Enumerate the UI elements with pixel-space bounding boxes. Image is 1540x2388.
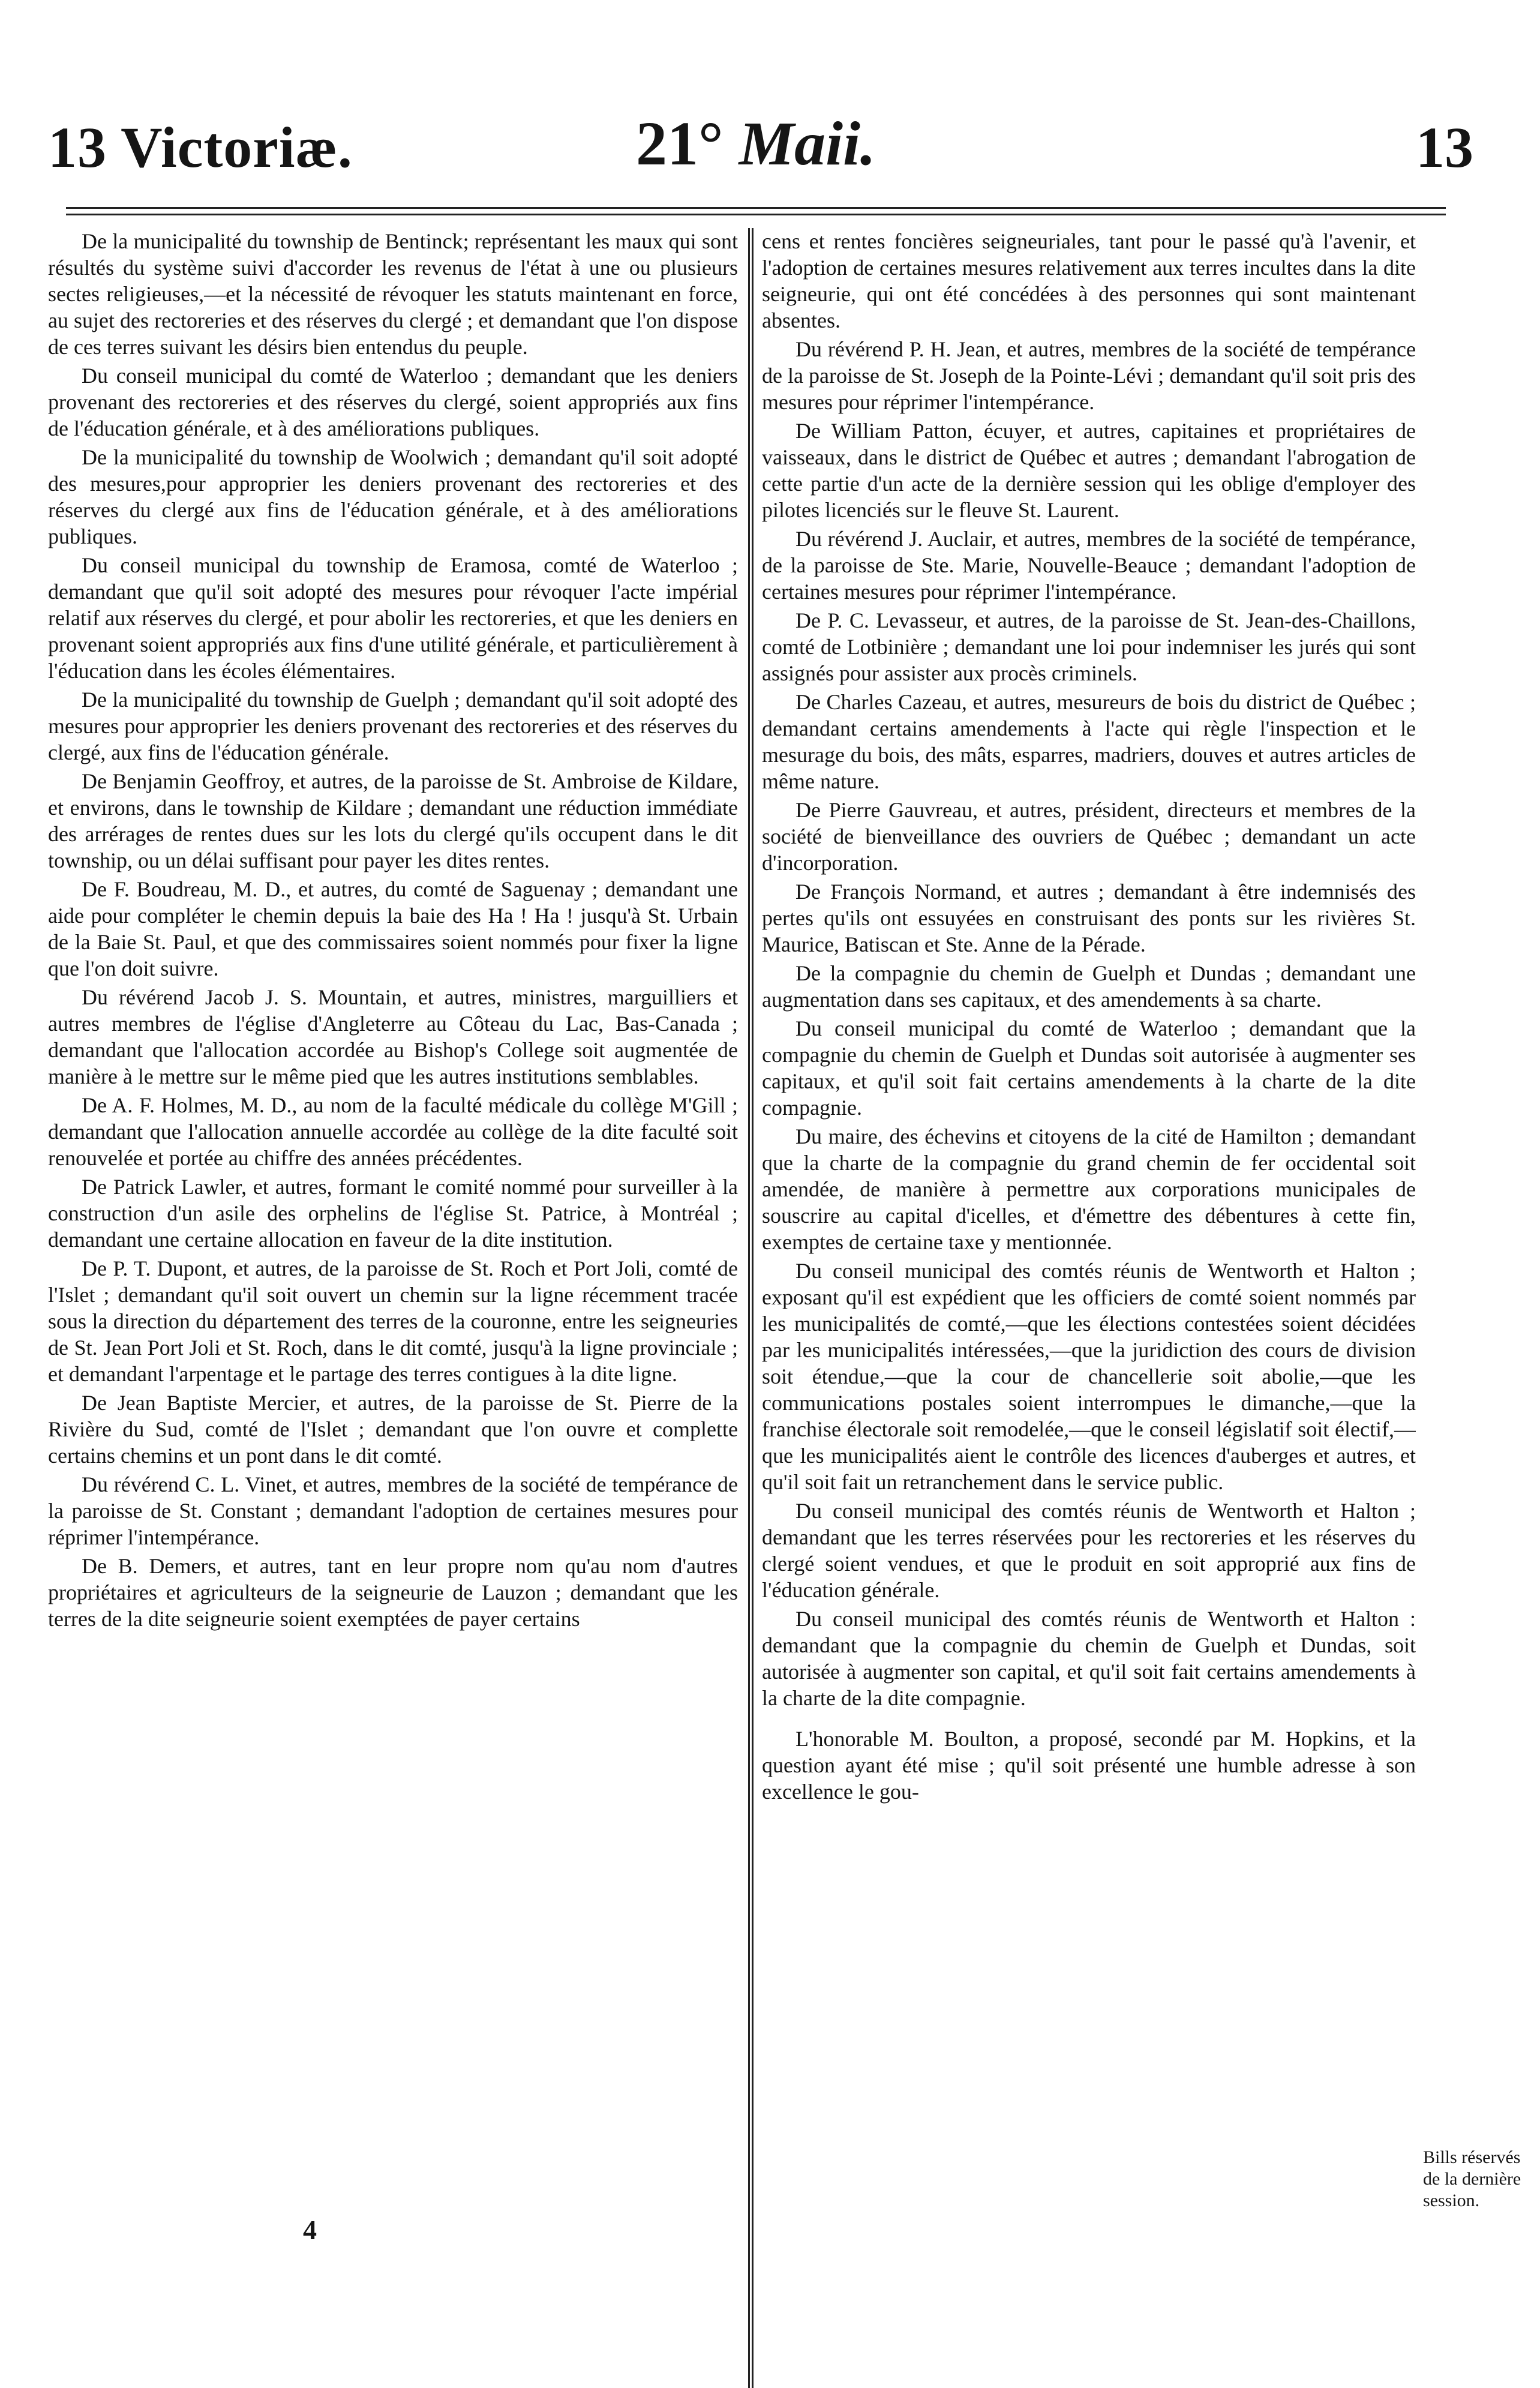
paragraph: L'honorable M. Boulton, a proposé, secondé par M. Hopkins, et la question ayant été mise ; qu'il soit présenté une humble adresse à son excellence le gou- [762,1727,1416,1804]
paragraph: De Patrick Lawler, et autres, formant le comité nommé pour surveiller à la construction d'un asile des orphelins de l'église St. Patrice, à Montréal ; demandant une certaine allocation en faveur de la dite institution. [48,1175,738,1252]
margin-note: Bills réservés de la dernière session. [1423,2147,1521,2210]
paragraph: De B. Demers, et autres, tant en leur propre nom qu'au nom d'autres propriétaires et agriculteurs de la seigneurie de Lauzon ; demandant que les terres de la dite seigneurie soient exemptées de payer certains [48,1554,738,1631]
paragraph: De P. T. Dupont, et autres, de la paroisse de St. Roch et Port Joli, comté de l'Islet ; demandant qu'il soit ouvert un chemin sur la ligne récemment tracée sous la direction du département des terres de la couronne, entre les seigneuries de St. Jean Port Joli et St. Roch, dans le dit comté, jusqu'à la ligne provinciale ; et demandant l'arpentage et le partage des terres contigues à la dite ligne. [48,1256,738,1386]
paragraph: De François Normand, et autres ; demandant à être indemnisés des pertes qu'ils ont essuyées en construisant des ponts sur les rivières St. Maurice, Batiscan et Ste. Anne de la Pérade. [762,880,1416,956]
paragraph: De F. Boudreau, M. D., et autres, du comté de Saguenay ; demandant une aide pour compléter le chemin depuis la baie des Ha ! Ha ! jusqu'à St. Urbain de la Baie St. Paul, et que des commissaires soient nommés pour fixer la ligne que l'on doit suivre. [48,877,738,980]
paragraph: Du conseil municipal du comté de Waterloo ; demandant que les deniers provenant des rectoreries et des réserves du clergé, soient appropriés aux fins de l'éducation générale, et à des améliorations publiques. [48,364,738,440]
page-footer-number: 4 [303,2215,317,2245]
paragraph: De la compagnie du chemin de Guelph et Dundas ; demandant une augmentation dans ses capitaux, et des amendements à sa charte. [762,961,1416,1012]
column-divider-left [748,228,750,2388]
paragraph: Du conseil municipal du comté de Waterloo ; demandant que la compagnie du chemin de Guelph et Dundas soit autorisée à augmenter ses capitaux, et qu'il soit fait certains amendements à la charte de la dite compagnie. [762,1016,1416,1120]
column-divider-right [752,228,754,2388]
paragraph: Du révérend C. L. Vinet, et autres, membres de la société de tempérance de la paroisse de St. Constant ; demandant l'adoption de certaines mesures pour réprimer l'intempérance. [48,1472,738,1549]
paragraph: De la municipalité du township de Bentinck; représentant les maux qui sont résultés du système suivi d'accorder les revenus de l'état à une ou plusieurs sectes religieuses,—et la nécessité de révoquer les statuts maintenant en force, au sujet des rectoreries et des réserves du clergé ; et demandant que l'on dispose de ces terres suivant les désirs bien entendus du peuple. [48,229,738,359]
running-title-left: 13 Victoriæ. [48,115,353,179]
running-date [636,108,876,179]
header-rule-top [66,207,1446,209]
paragraph: Du conseil municipal des comtés réunis de Wentworth et Halton : demandant que la compagnie du chemin de Guelph et Dundas, soit autorisée à augmenter son capital, et qu'il soit fait certains amendements à la charte de la dite compagnie. [762,1607,1416,1710]
paragraph: Du révérend P. H. Jean, et autres, membres de la société de tempérance de la paroisse de St. Joseph de la Pointe-Lévi ; demandant qu'il soit pris des mesures pour réprimer l'intempérance. [762,337,1416,414]
header-rule-bottom [66,214,1446,215]
right-column [762,228,1416,2388]
running-page-number: 13 [1416,115,1473,179]
paragraph: De Jean Baptiste Mercier, et autres, de la paroisse de St. Pierre de la Rivière du Sud, comté de l'Islet ; demandant que l'on ouvre et complette certains chemins et un pont dans le dit comté. [48,1391,738,1468]
paragraph: Du maire, des échevins et citoyens de la cité de Hamilton ; demandant que la charte de la compagnie du grand chemin de fer occidental soit amendée, de manière à permettre aux corporations municipales de souscrire au capital d'icelles, et d'émettre des débentures à cette fin, exemptes de certaine taxe y mentionnée. [762,1124,1416,1254]
paragraph: Du révérend Jacob J. S. Mountain, et autres, ministres, marguilliers et autres membres de l'église d'Angleterre au Côteau du Lac, Bas-Canada ; demandant que l'allocation accordée au Bishop's College soit augmentée de manière à le mettre sur le même pied que les autres institutions semblables. [48,985,738,1088]
paragraph: Du révérend J. Auclair, et autres, membres de la société de tempérance, de la paroisse de Ste. Marie, Nouvelle-Beauce ; demandant l'adoption de certaines mesures pour réprimer l'intempérance. [762,527,1416,604]
running-date-day: 21° [636,109,724,178]
paragraph: Du conseil municipal du township de Eramosa, comté de Waterloo ; demandant que qu'il soit adopté des mesures pour révoquer l'acte impérial relatif aux réserves du clergé, et pour abolir les rectoreries, et que les deniers en provenant soient appropriés aux fins d'une utilité générale, et particulièrement à l'éducation dans les écoles élémentaires. [48,553,738,683]
paragraph: De la municipalité du township de Woolwich ; demandant qu'il soit adopté des mesures,pour approprier les deniers provenant des rectoreries et des réserves du clergé aux fins de l'éducation générale, et à des améliorations publiques. [48,445,738,548]
paragraph: De Benjamin Geoffroy, et autres, de la paroisse de St. Ambroise de Kildare, et environs, dans le township de Kildare ; demandant une réduction immédiate des arrérages de rentes dues sur les lots du clergé qu'ils occupent dans le dit township, ou un délai suffisant pour payer les dites rentes. [48,769,738,872]
paragraph: Du conseil municipal des comtés réunis de Wentworth et Halton ; exposant qu'il est expédient que les officiers de comté soient nommés par les municipalités de comté,—que les élections contestées soient décidées par les municipalités intéressées,—que la juridiction des cours de division soit étendue,—que la cour de chancellerie soit abolie,—que les communications postales soient interrompues le dimanche,—que la franchise électorale soit remodelée,—que le conseil législatif soit électif,—que les municipalités aient le contrôle des licences d'auberges et autres, et qu'il soit fait un retranchement dans le service public. [762,1259,1416,1494]
paragraph: De A. F. Holmes, M. D., au nom de la faculté médicale du collège M'Gill ; demandant que l'allocation annuelle accordée au collège de la dite faculté soit renouvelée et portée au chiffre des années précédentes. [48,1093,738,1170]
paragraph: cens et rentes foncières seigneuriales, tant pour le passé qu'à l'avenir, et l'adoption de certaines mesures relativement aux terres incultes dans la dite seigneurie, qui ont été concédées à des personnes qui sont maintenant absentes. [762,229,1416,332]
paragraph: De la municipalité du township de Guelph ; demandant qu'il soit adopté des mesures pour approprier les deniers provenant des rectoreries et des réserves du clergé, aux fins de l'éducation générale. [48,688,738,764]
paragraph: De Pierre Gauvreau, et autres, président, directeurs et membres de la société de bienveillance des ouvriers de Québec ; demandant un acte d'incorporation. [762,798,1416,875]
page-header [0,0,1540,204]
running-date-month: Maii. [739,109,876,178]
paragraph: Du conseil municipal des comtés réunis de Wentworth et Halton ; demandant que les terres réservées pour les rectoreries et les réserves du clergé soient vendues, et que le produit en soit approprié aux fins de l'éducation générale. [762,1499,1416,1602]
left-column [48,228,738,2208]
paragraph: De P. C. Levasseur, et autres, de la paroisse de St. Jean-des-Chaillons, comté de Lotbinière ; demandant une loi pour indemniser les jurés qui sont assignés pour assister aux procès criminels. [762,608,1416,685]
paragraph: De Charles Cazeau, et autres, mesureurs de bois du district de Québec ; demandant certains amendements à l'acte qui règle l'inspection et le mesurage du bois, des mâts, esparres, madriers, douves et autres articles de même nature. [762,690,1416,793]
paragraph: De William Patton, écuyer, et autres, capitaines et propriétaires de vaisseaux, dans le district de Québec et autres ; demandant l'abrogation de cette partie d'un acte de la dernière session qui les oblige d'employer des pilotes licenciés sur le fleuve St. Laurent. [762,419,1416,522]
